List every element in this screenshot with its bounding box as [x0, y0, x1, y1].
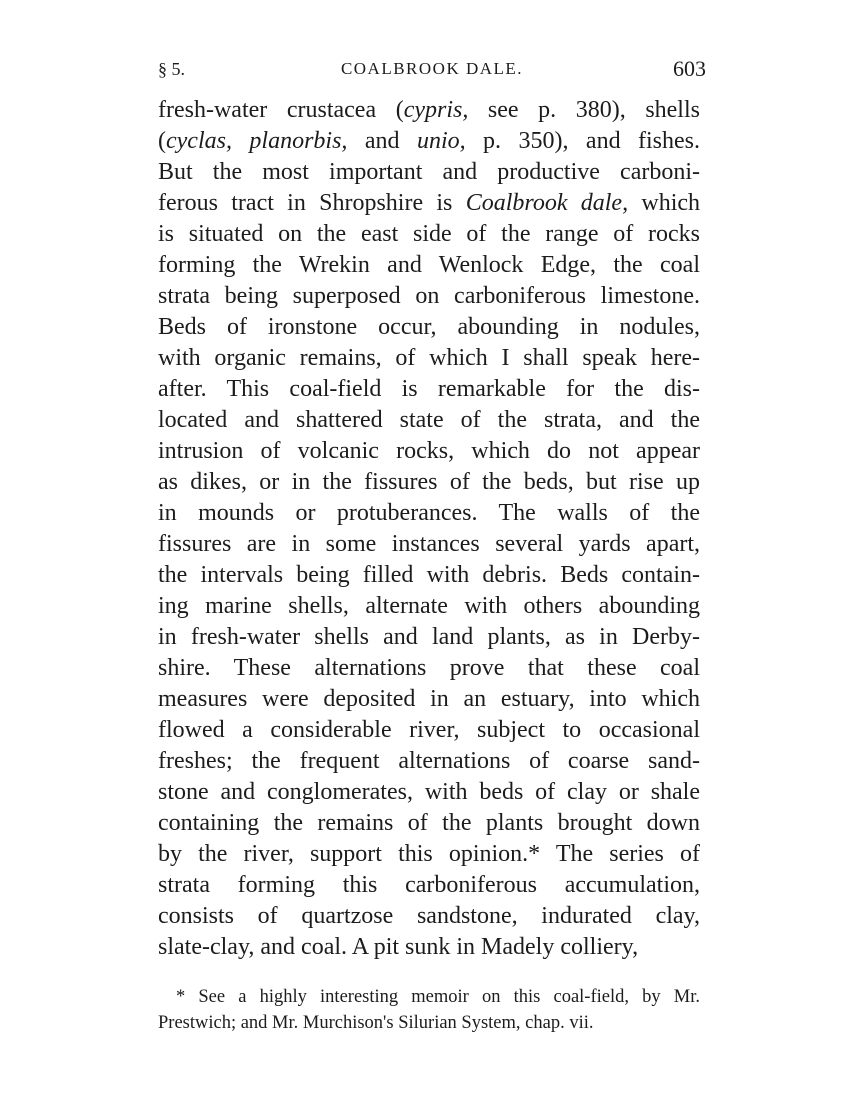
section-number: § 5.: [158, 59, 185, 79]
text-line: [158, 839, 700, 870]
text-line: [158, 684, 700, 715]
text-run: as dikes, or in the fissures of the beds, but rise up: [158, 469, 700, 495]
text-line: [158, 95, 700, 126]
text-run: see p. 380), shells: [468, 97, 700, 123]
text-run: Beds of ironstone occur, abounding in nodules,: [158, 314, 700, 340]
text-line: [158, 932, 700, 963]
footnote-line: Prestwich; and Mr. Murchison's Silurian System, chap. vii.: [158, 1013, 594, 1033]
text-run: But the most important and productive carboni-: [158, 159, 700, 185]
text-run: measures were deposited in an estuary, into which: [158, 686, 700, 712]
text-line: [158, 219, 700, 250]
text-line: [158, 374, 700, 405]
running-head: [158, 54, 706, 84]
body-text: [158, 95, 700, 963]
text-line: [158, 157, 700, 188]
text-run: is situated on the east side of the range of rocks: [158, 221, 700, 247]
page-number: 603: [673, 56, 706, 81]
text-run: after. This coal-field is remarkable for the dis-: [158, 376, 700, 402]
text-run: by the river, support this opinion.* The series of: [158, 841, 700, 867]
text-line: [158, 529, 700, 560]
text-run: ing marine shells, alternate with others abounding: [158, 593, 700, 619]
text-line: [158, 467, 700, 498]
italic-run: Coalbrook dale,: [465, 190, 629, 216]
text-line: [158, 126, 700, 157]
text-run: containing the remains of the plants brought down: [158, 810, 700, 836]
text-run: in mounds or protuberances. The walls of the: [158, 500, 700, 526]
text-run: flowed a considerable river, subject to occasional: [158, 717, 700, 743]
text-line: [158, 901, 700, 932]
text-line: [158, 498, 700, 529]
text-line: [158, 870, 700, 901]
text-line: [158, 281, 700, 312]
text-run: p. 350), and fishes.: [465, 128, 701, 154]
text-line: [158, 188, 700, 219]
text-line: [158, 250, 700, 281]
text-run: fissures are in some instances several yards apart,: [158, 531, 700, 557]
text-line: [158, 312, 700, 343]
text-line: [158, 777, 700, 808]
running-title: COALBROOK DALE.: [340, 59, 524, 78]
text-run: which: [628, 190, 701, 216]
text-run: (: [158, 128, 166, 154]
text-run: intrusion of volcanic rocks, which do not appear: [158, 438, 700, 464]
text-line: [158, 808, 700, 839]
text-line: [158, 560, 700, 591]
text-line: [158, 622, 700, 653]
footnote-line: * See a highly interesting memoir on this coal-field, by Mr.: [176, 987, 700, 1007]
text-run: with organic remains, of which I shall speak here-: [158, 345, 700, 371]
text-line: [158, 591, 700, 622]
italic-run: unio,: [416, 128, 466, 154]
text-line: [158, 405, 700, 436]
text-run: ferous tract in Shropshire is: [158, 190, 466, 216]
text-run: consists of quartzose sandstone, indurated clay,: [158, 903, 700, 929]
footnote: [158, 984, 700, 1036]
text-run: forming the Wrekin and Wenlock Edge, the coal: [158, 252, 700, 278]
text-run: freshes; the frequent alternations of coarse sand-: [158, 748, 700, 774]
text-line: [158, 715, 700, 746]
text-run: in fresh-water shells and land plants, as in Derby-: [158, 624, 700, 650]
text-line: [158, 436, 700, 467]
text-run: located and shattered state of the strata, and the: [158, 407, 700, 433]
text-line: [158, 343, 700, 374]
text-run: the intervals being filled with debris. Beds contain-: [158, 562, 700, 588]
text-run: strata forming this carboniferous accumulation,: [158, 872, 700, 898]
text-run: fresh-water crustacea (: [158, 97, 404, 123]
text-run: strata being superposed on carboniferous limestone.: [158, 283, 700, 309]
text-line: [158, 653, 700, 684]
italic-run: cyclas, planorbis,: [166, 128, 348, 154]
text-run: stone and conglomerates, with beds of clay or shale: [158, 779, 700, 805]
text-run: shire. These alternations prove that these coal: [158, 655, 700, 681]
text-line: [158, 746, 700, 777]
text-run: slate-clay, and coal. A pit sunk in Madely colliery,: [158, 934, 639, 960]
text-run: and: [347, 128, 417, 154]
italic-run: cypris,: [403, 97, 469, 123]
